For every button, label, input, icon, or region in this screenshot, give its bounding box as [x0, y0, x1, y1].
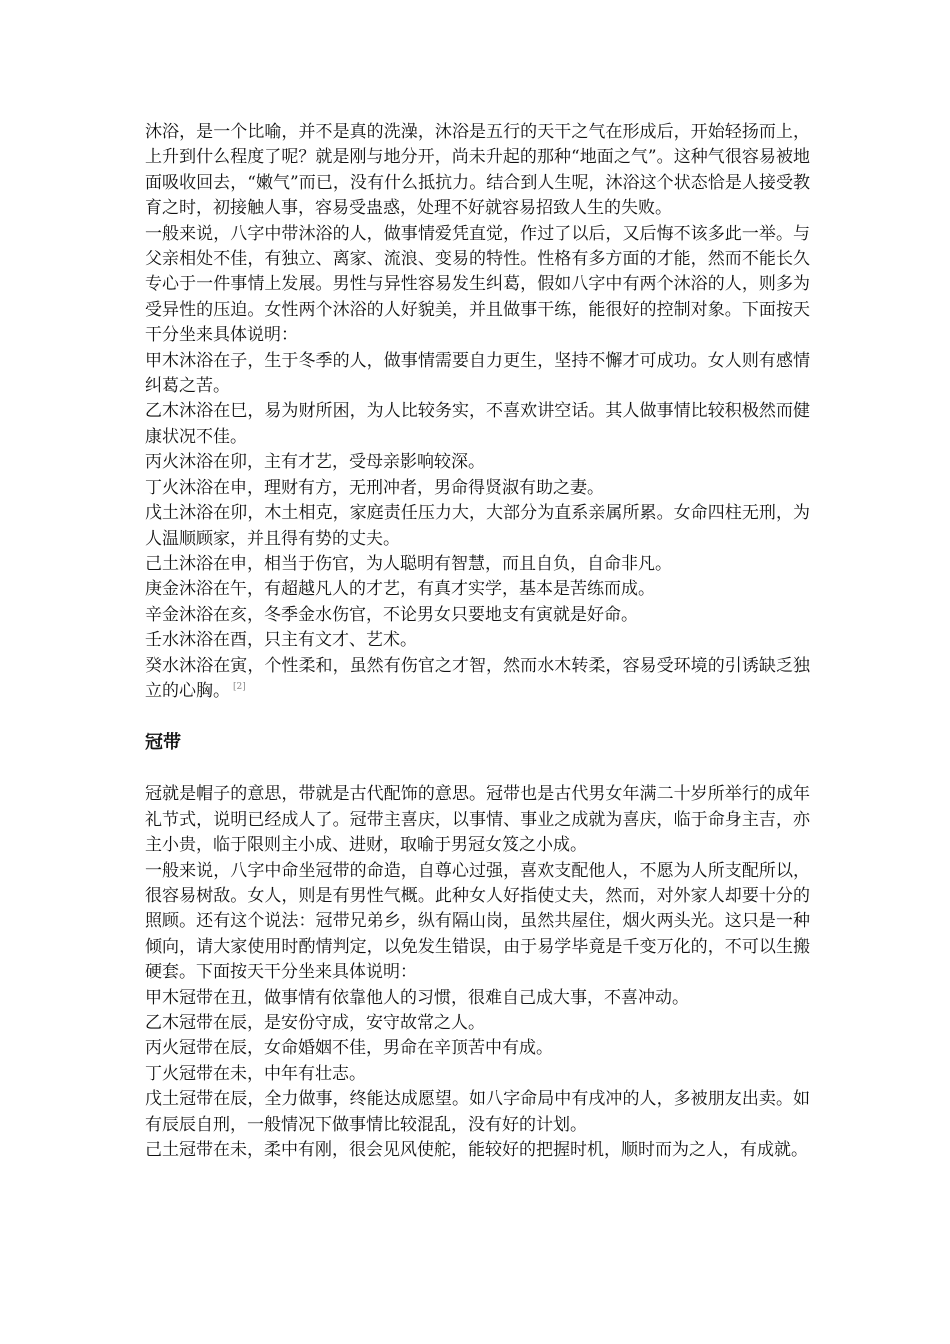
reference-link[interactable]: [2] [233, 682, 246, 693]
document-page [145, 120, 810, 1163]
paragraph: 戊土冠带在辰，全力做事，终能达成愿望。如八字命局中有戌冲的人，多被朋友出卖。如有辰辰自刑，一般情况下做事情比较混乱，没有好的计划。 [145, 1089, 810, 1135]
paragraph-with-reference [145, 654, 810, 705]
paragraph: 乙木沐浴在巳，易为财所困，为人比较务实，不喜欢讲空话。其人做事情比较积极然而健康状况不佳。 [145, 401, 810, 447]
paragraph: 壬水沐浴在酉，只主有文才、艺术。 [145, 630, 417, 651]
paragraph: 甲木沐浴在子，生于冬季的人，做事情需要自力更生，坚持不懈才可成功。女人则有感情纠葛之苦。 [145, 350, 810, 397]
paragraph: 甲木冠带在丑，做事情有依靠他人的习惯，很难自己成大事，不喜冲动。 [145, 987, 689, 1008]
paragraph: 己土沐浴在申，相当于伤官，为人聪明有智慧，而且自负，自命非凡。 [145, 553, 672, 574]
paragraph: 丙火沐浴在卯，主有才艺，受母亲影响较深。 [145, 452, 485, 473]
paragraph: 己土冠带在未，柔中有刚，很会见风使舵，能较好的把握时机，顺时而为之人，有成就。 [145, 1140, 808, 1161]
paragraph-text: 癸水沐浴在寅，个性柔和，虽然有伤官之才智，然而水木转柔，容易受环境的引诱缺乏独立的心胸。 [145, 655, 810, 701]
paragraph: 冠就是帽子的意思，带就是古代配饰的意思。冠带也是古代男女年满二十岁所举行的成年礼节式，说明已经成人了。冠带主喜庆，以事情、事业之成就为喜庆，临于命身主吉，亦主小贵，临于限则主小成、进财，取喻于男冠女笈之小成。 [145, 784, 810, 856]
section-heading: 冠带 [145, 732, 181, 754]
paragraph: 丁火冠带在未，中年有壮志。 [145, 1063, 366, 1084]
paragraph: 乙木冠带在辰，是安份守成，安守故常之人。 [145, 1013, 485, 1033]
section-guandai [145, 782, 810, 1163]
paragraph: 辛金沐浴在亥，冬季金水伤官，不论男女只要地支有寅就是好命。 [145, 604, 638, 625]
paragraph: 沐浴，是一个比喻，并不是真的洗澡，沐浴是五行的天干之气在形成后，开始轻扬而上，上升到什么程度了呢？就是刚与地分开，尚未升起的那种“地面之气”。这种气很容易被地面吸收回去，“嫩气”而已，没有什么抵抗力。结合到人生呢，沐浴这个状态恰是人接受教育之时，初接触人事，容易受蛊惑，处理不好就容易招致人生的失败。 [145, 122, 810, 219]
paragraph: 庚金沐浴在午，有超越凡人的才艺，有真才实学，基本是苦练而成。 [145, 579, 655, 600]
section-muyu [145, 120, 810, 704]
paragraph: 丁火沐浴在申，理财有方，无刑冲者，男命得贤淑有助之妻。 [145, 477, 604, 498]
paragraph: 一般来说，八字中命坐冠带的命造，自尊心过强，喜欢支配他人，不愿为人所支配所以，很容易树敌。女人，则是有男性气概。此种女人好指使丈夫，然而，对外家人却要十分的照顾。还有这个说法：冠带兄弟乡，纵有隔山岗，虽然共屋住，烟火两头光。这只是一种倾向，请大家使用时酌情判定，以免发生错误，由于易学毕竟是千变万化的，不可以生搬硬套。下面按天干分坐来具体说明： [145, 860, 810, 983]
paragraph: 戊土沐浴在卯，木土相克，家庭责任压力大，大部分为直系亲属所累。女命四柱无刑，为人温顺顾家，并且得有势的丈夫。 [145, 503, 810, 549]
paragraph: 一般来说，八字中带沐浴的人，做事情爱凭直觉，作过了以后，又后悔不该多此一举。与父亲相处不佳，有独立、离家、流浪、变易的特性。性格有多方面的才能，然而不能长久专心于一件事情上发展。男性与异性容易发生纠葛，假如八字中有两个沐浴的人，则多为受异性的压迫。女性两个沐浴的人好貌美，并且做事干练，能很好的控制对象。下面按天干分坐来具体说明： [145, 223, 810, 346]
paragraph: 丙火冠带在辰，女命婚姻不佳，男命在辛顶苦中有成。 [145, 1038, 553, 1059]
